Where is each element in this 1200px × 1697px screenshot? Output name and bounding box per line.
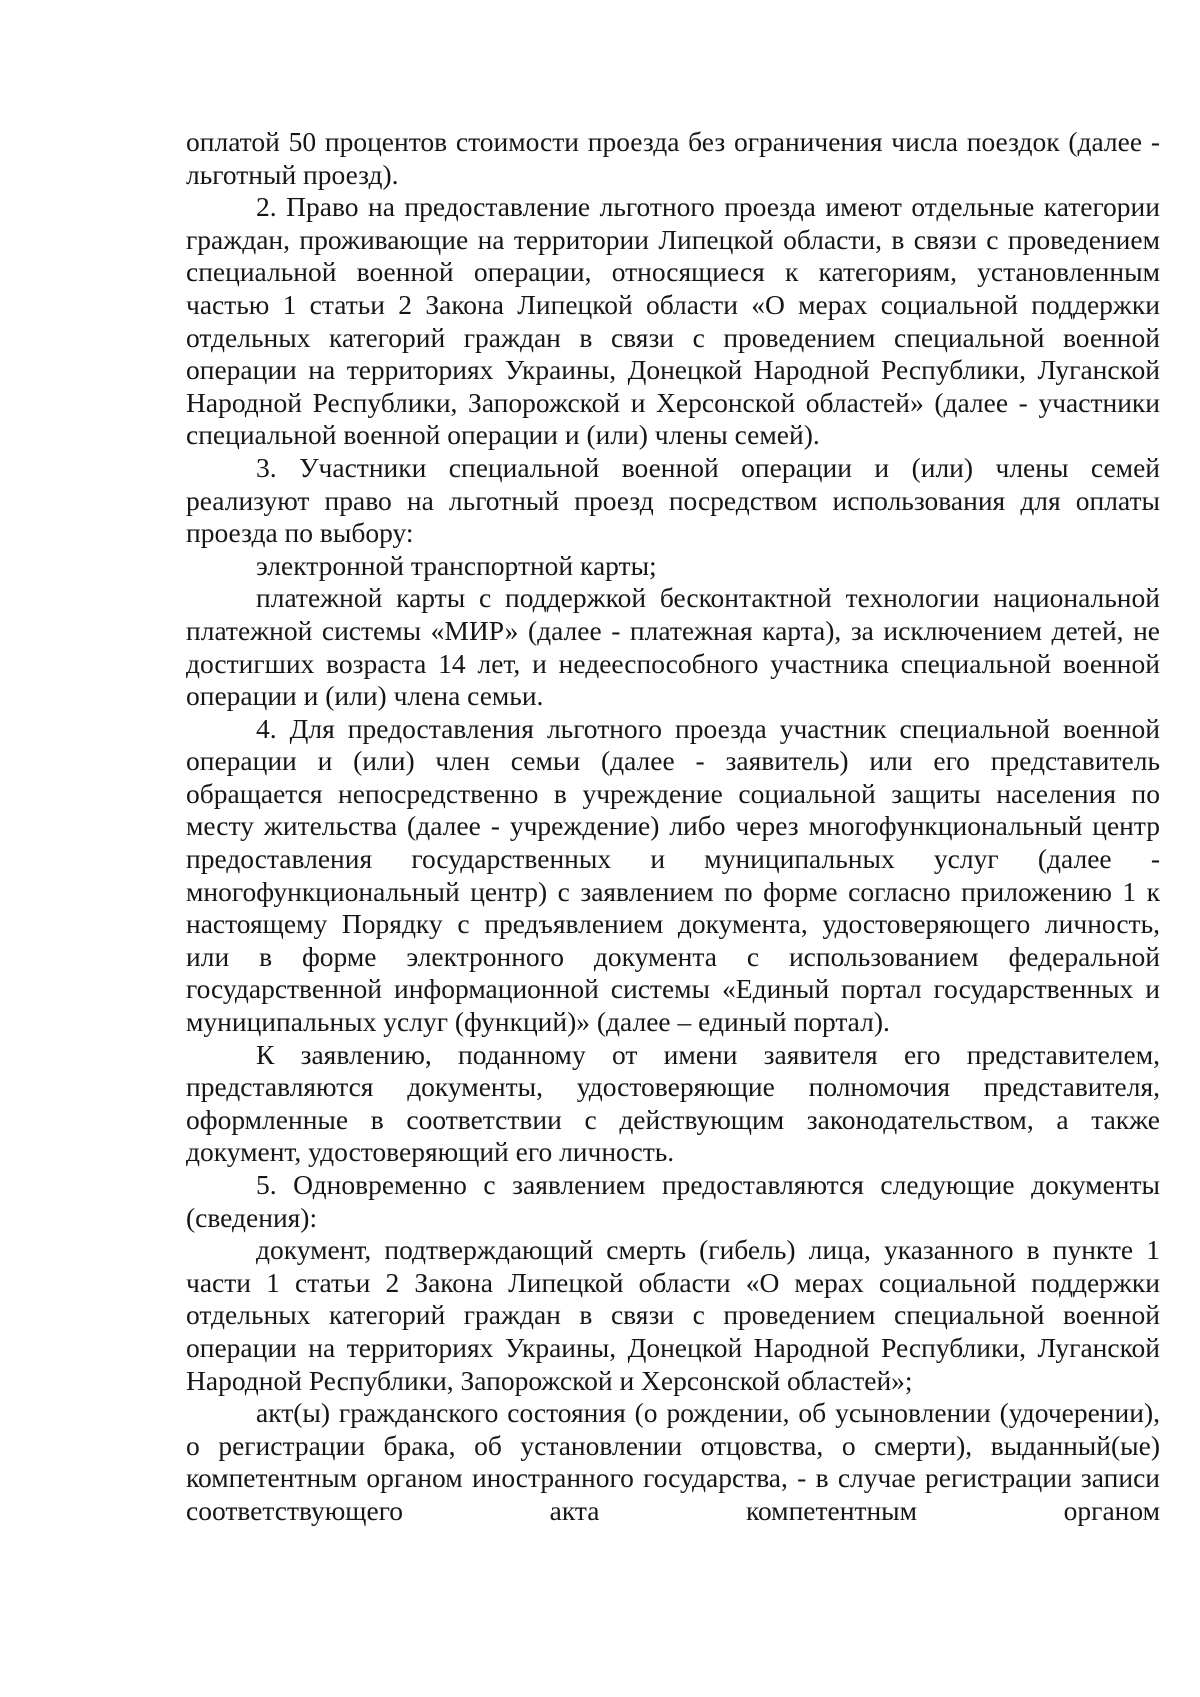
list-item-transport-card: электронной транспортной карты; — [256, 549, 657, 581]
paragraph-representative-documents: К заявлению, поданному от имени заявителя его представителем, представляются документы, удостоверяющие полномочия представителя, оформленные в соответствии с действующим законодательством, а также документ, удостоверяющий его личность. — [186, 1038, 1160, 1168]
paragraph-5-required-documents: 5. Одновременно с заявлением предоставляются следующие документы (сведения): — [186, 1169, 1160, 1233]
paragraph-payment-continuation: оплатой 50 процентов стоимости проезда без ограничения числа поездок (далее - льготный проезд). — [186, 126, 1160, 190]
paragraph-2-eligibility: 2. Право на предоставление льготного проезда имеют отдельные категории граждан, проживающие на территории Липецкой области, в связи с проведением специальной военной операции, относящиеся к категориям, установленным частью 1 статьи 2 Закона Липецкой области «О мерах социальной поддержки отдельных категорий граждан в связи с проведением специальной военной операции на территориях Украины, Донецкой Народной Республики, Луганской Народной Республики, Запорожской и Херсонской областей» (далее - участники специальной военной операции и (или) члены семей). — [186, 191, 1160, 451]
list-item-payment-card: платежной карты с поддержкой бесконтактной технологии национальной платежной системы «МИР» (далее - платежная карта), за исключением детей, не достигших возраста 14 лет, и недееспособного участника специальной военной операции и (или) члена семьи. — [186, 582, 1160, 712]
list-item-civil-status-acts: акт(ы) гражданского состояния (о рождении, об усыновлении (удочерении), о регистрации брака, об установлении отцовства, о смерти), выданный(ые) компетентным органом иностранного государства, - в случае регистрации записи соответствующего акта компетентным органом — [186, 1397, 1160, 1526]
list-item-death-document: документ, подтверждающий смерть (гибель) лица, указанного в пункте 1 части 1 статьи 2 Закона Липецкой области «О мерах социальной поддержки отдельных категорий граждан в связи с проведением специальной военной операции на территориях Украины, Донецкой Народной Республики, Луганской Народной Республики, Запорожской и Херсонской областей»; — [186, 1234, 1160, 1396]
paragraph-4-application: 4. Для предоставления льготного проезда участник специальной военной операции и (или) член семьи (далее - заявитель) или его представитель обращается непосредственно в учреждение социальной защиты населения по месту жительства (далее - учреждение) либо через многофункциональный центр предоставления государственных и муниципальных услуг (далее - многофункциональный центр) с заявлением по форме согласно приложению 1 к настоящему Порядку с предъявлением документа, удостоверяющего личность, или в форме электронного документа с использованием федеральной государственной информационной системы «Единый портал государственных и муниципальных услуг (функций)» (далее – единый портал). — [186, 712, 1160, 1038]
document-body — [186, 126, 1160, 1528]
paragraph-3-payment-means: 3. Участники специальной военной операции и (или) члены семей реализуют право на льготный проезд посредством использования для оплаты проезда по выбору: — [186, 451, 1160, 549]
